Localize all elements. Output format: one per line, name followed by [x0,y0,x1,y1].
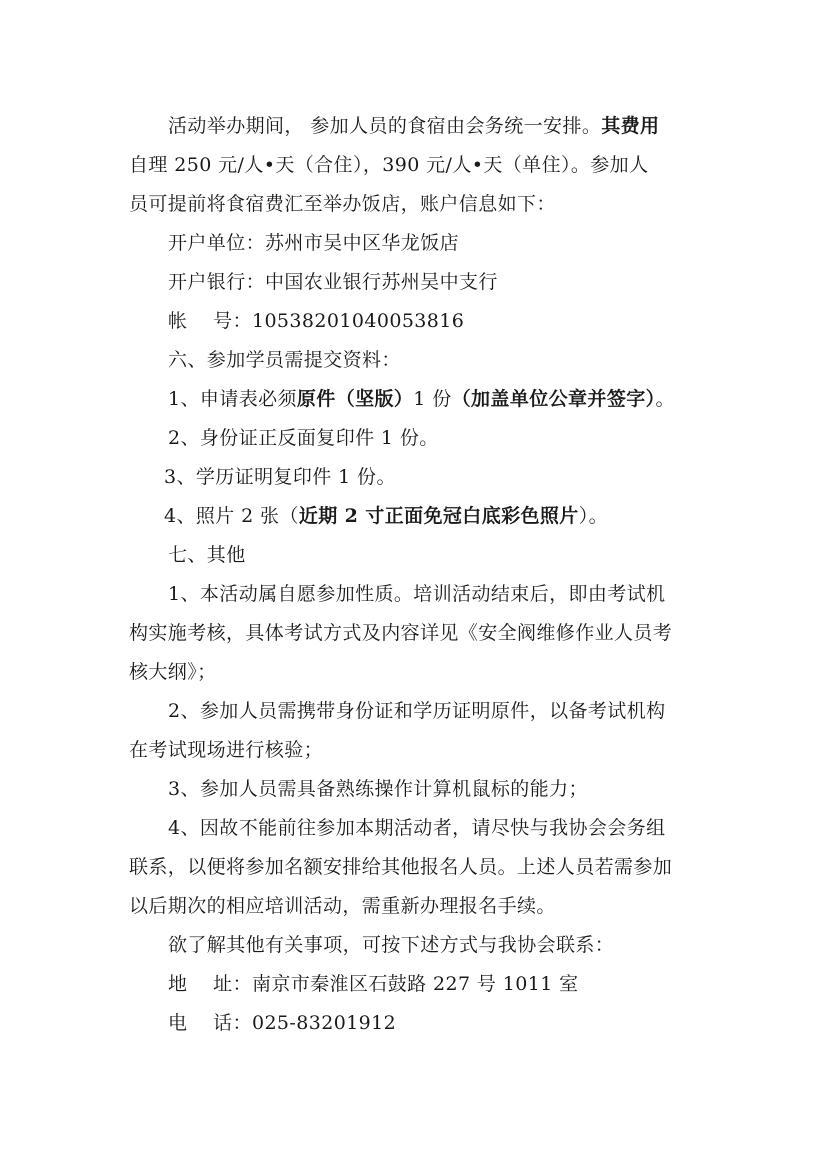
item-4-bold: 近期 2 寸正面免冠白底彩色照片 [298,505,579,527]
item-1-bold-original: 原件（坚版） [296,388,414,410]
meal-paragraph-line-1 [168,114,659,138]
item-1-end: 。 [655,388,675,410]
section-7-p4-line-3: 以后期次的相应培训活动，需重新办理报名手续。 [129,895,556,917]
section-7-p4-line-2: 联系，以便将参加名额安排给其他报名人员。上述人员若需参加 [129,856,673,878]
section-7-p1-line-1: 1、本活动属自愿参加性质。培训活动结束后，即由考试机 [168,583,666,605]
section-7-p3: 3、参加人员需具备熟练操作计算机鼠标的能力； [168,778,588,800]
section-7-p2-line-2: 在考试现场进行核验； [129,739,324,761]
section-6-item-2: 2、身份证正反面复印件 1 份。 [168,427,439,449]
item-1-text: 1、申请表必须 [168,388,297,410]
section-7-p1-line-3: 核大纲》； [129,661,217,683]
section-6-item-4 [164,504,608,528]
account-unit: 开户单位：苏州市吴中区华龙饭店 [168,232,460,254]
item-4-end: ）。 [578,505,609,527]
section-7-heading: 七、其他 [168,544,246,566]
section-6-heading: 六、参加学员需提交资料： [168,349,401,371]
item-1-count: 1 份 [413,388,452,410]
section-7-p1-line-2: 构实施考核，具体考试方式及内容详见《安全阀维修作业人员考 [129,622,673,644]
meal-text-bold: 其费用 [601,115,660,137]
account-number: 帐 号：10538201040053816 [168,310,465,332]
section-7-p2-line-1: 2、参加人员需携带身份证和学历证明原件，以备考试机构 [168,700,666,722]
meal-paragraph-line-3: 员可提前将食宿费汇至举办饭店，账户信息如下： [129,193,556,215]
contact-address: 地 址：南京市秦淮区石鼓路 227 号 1011 室 [168,973,579,995]
section-6-item-1 [168,387,675,411]
contact-phone: 电 话：025-83201912 [168,1012,397,1034]
item-1-bold-stamp: （加盖单位公章并签字） [451,388,656,410]
meal-text: 活动举办期间， 参加人员的食宿由会务统一安排。 [168,115,602,137]
contact-intro: 欲了解其他有关事项，可按下述方式与我协会联系： [168,934,615,956]
item-4-text: 4、照片 2 张（ [164,505,299,527]
meal-paragraph-line-2: 自理 250 元/人•天（合住），390 元/人•天（单住）。参加人 [129,154,649,176]
section-7-p4-line-1: 4、因故不能前往参加本期活动者，请尽快与我协会会务组 [168,817,666,839]
account-bank: 开户银行：中国农业银行苏州吴中支行 [168,271,498,293]
section-6-item-3: 3、学历证明复印件 1 份。 [164,466,396,488]
